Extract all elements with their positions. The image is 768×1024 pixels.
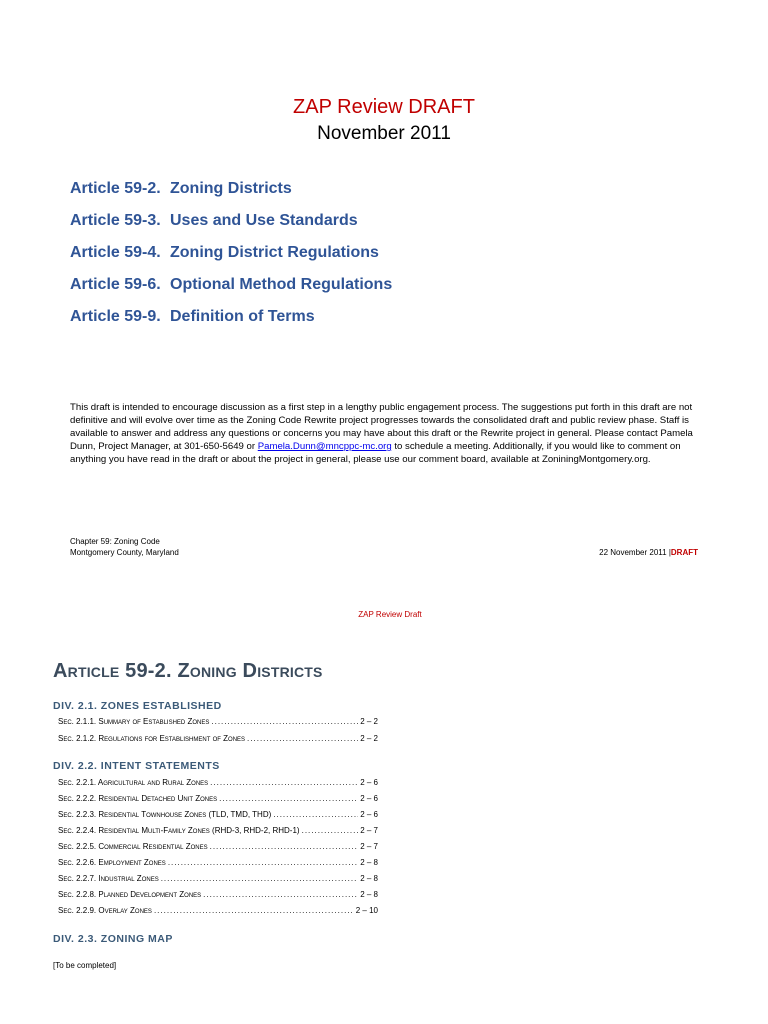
toc-entry-page: 2 – 6 [360, 794, 378, 803]
document-title: ZAP Review DRAFT [293, 96, 475, 118]
toc-entry-page: 2 – 6 [360, 810, 378, 819]
article-item [70, 244, 392, 276]
article-name: Uses and Use Standards [170, 212, 358, 229]
article-number: Article 59-4. [70, 244, 161, 261]
document-date: November 2011 [317, 123, 451, 144]
footer-right [599, 547, 698, 558]
toc-entry[interactable] [58, 906, 378, 915]
toc-entry-page: 2 – 8 [360, 858, 378, 867]
toc-entry-page: 2 – 6 [360, 778, 378, 787]
toc-entry-label: Sec. 2.2.4. Residential Multi-Family Zones (RHD-3, RHD-2, RHD-1) [58, 826, 300, 835]
disclaimer-text: to schedule a meeting. Additionally, if you would like to comment on anything you have read in the draft or about the project in general, please use our comment board, available at ZoniningMontgomery.org. [70, 441, 681, 465]
article-name: Definition of Terms [170, 308, 315, 325]
contact-email-link[interactable]: Pamela.Dunn@mncppc-mc.org [257, 441, 392, 452]
article-number: Article 59-6. [70, 276, 161, 293]
toc-entry-label: Sec. 2.2.7. Industrial Zones [58, 874, 159, 883]
toc-entry[interactable] [58, 717, 378, 726]
toc-entry-label: Sec. 2.2.6. Employment Zones [58, 858, 166, 867]
article-name: Optional Method Regulations [170, 276, 393, 293]
toc-entry-label: Sec. 2.2.8. Planned Development Zones [58, 890, 202, 899]
article-list [70, 180, 392, 340]
toc-entry[interactable] [58, 778, 378, 787]
toc-leader [161, 874, 359, 883]
toc-entry-page: 2 – 2 [360, 734, 378, 743]
toc-leader [154, 906, 354, 915]
toc-division-heading: DIV. 2.3. ZONING MAP [53, 933, 173, 945]
article-name: Zoning District Regulations [170, 244, 379, 261]
toc-entry-label: Sec. 2.2.5. Commercial Residential Zones [58, 842, 208, 851]
footer-county: Montgomery County, Maryland [70, 548, 179, 557]
article-name: Zoning Districts [170, 180, 292, 197]
toc-entry[interactable] [58, 858, 378, 867]
toc-leader [211, 717, 358, 726]
toc-entry-page: 2 – 7 [360, 842, 378, 851]
toc-entry[interactable] [58, 890, 378, 899]
footer-status: DRAFT [670, 548, 698, 557]
footer-separator: | [668, 548, 671, 557]
toc-entry[interactable] [58, 734, 378, 743]
toc-entry-page: 2 – 8 [360, 890, 378, 899]
toc-leader [210, 778, 358, 787]
article-item [70, 276, 392, 308]
toc-entry-label: Sec. 2.1.1. Summary of Established Zones [58, 717, 210, 726]
toc-leader [247, 734, 358, 743]
toc-entry-label: Sec. 2.2.3. Residential Townhouse Zones (TLD, TMD, THD) [58, 810, 272, 819]
toc-leader [302, 826, 359, 835]
toc-entry[interactable] [58, 842, 378, 851]
footer-left [70, 536, 179, 558]
toc-entry[interactable] [58, 874, 378, 883]
to-be-completed-note: [To be completed] [53, 961, 117, 970]
disclaimer-paragraph [70, 401, 710, 466]
toc-division-heading: DIV. 2.2. INTENT STATEMENTS [53, 760, 220, 772]
article-number: Article 59-9. [70, 308, 161, 325]
toc-title: Article 59-2. Zoning Districts [53, 660, 323, 682]
footer-chapter: Chapter 59: Zoning Code [70, 537, 160, 546]
article-item [70, 308, 392, 340]
toc-entry-page: 2 – 7 [360, 826, 378, 835]
disclaimer-text: This draft is intended to encourage discussion as a first step in a lengthy public engagement process. The suggestions put forth in this draft are not definitive and will evolve over time as the Zoning Code Rewrite project progresses towards the consolidated draft and public review phase. Staff is available to answer and address any questions or concerns you may have about this draft or the Rewrite project in general. Please contact Pamela Dunn, Project Manager, at 301-650-5649 or [70, 402, 693, 452]
toc-entry-page: 2 – 8 [360, 874, 378, 883]
toc-entry[interactable] [58, 810, 378, 819]
toc-entry-label: Sec. 2.2.9. Overlay Zones [58, 906, 152, 915]
article-item [70, 180, 392, 212]
footer-date: 22 November 2011 [599, 548, 667, 557]
toc-entry[interactable] [58, 826, 378, 835]
toc-entry-label: Sec. 2.2.1. Agricultural and Rural Zones [58, 778, 209, 787]
toc-leader [273, 810, 358, 819]
toc-entry-label: Sec. 2.1.2. Regulations for Establishment of Zones [58, 734, 246, 743]
running-header: ZAP Review Draft [358, 610, 422, 619]
toc-division-heading: DIV. 2.1. ZONES ESTABLISHED [53, 700, 222, 712]
article-number: Article 59-2. [70, 180, 161, 197]
article-item [70, 212, 392, 244]
toc-entry-label: Sec. 2.2.2. Residential Detached Unit Zones [58, 794, 218, 803]
toc-leader [210, 842, 359, 851]
toc-leader [203, 890, 358, 899]
toc-leader [168, 858, 358, 867]
toc-leader [219, 794, 358, 803]
toc-entry-page: 2 – 2 [360, 717, 378, 726]
toc-entry[interactable] [58, 794, 378, 803]
article-number: Article 59-3. [70, 212, 161, 229]
toc-entry-page: 2 – 10 [355, 906, 378, 915]
